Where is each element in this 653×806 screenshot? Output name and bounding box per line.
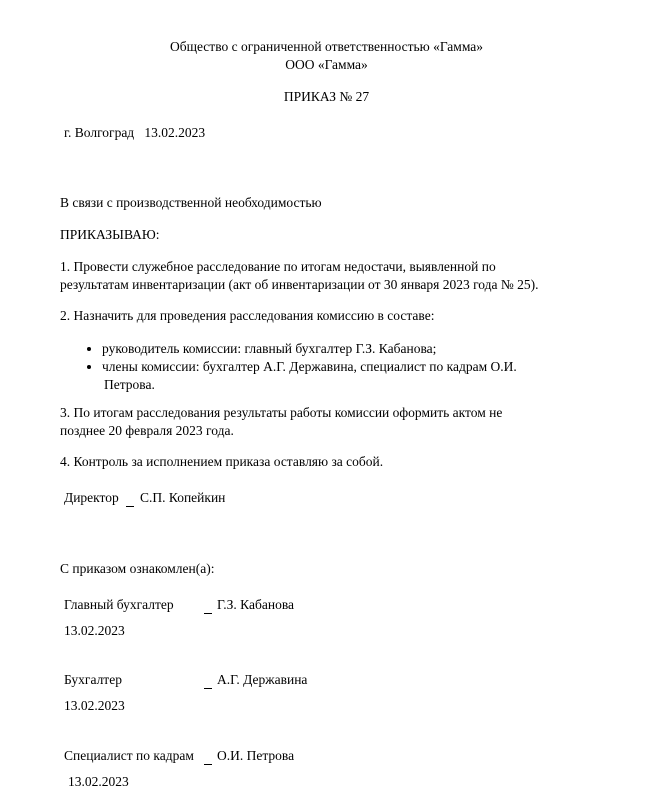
member-2-text: члены комиссии: бухгалтер А.Г. Державина, специалист по кадрам О.И. [102, 359, 517, 374]
director-title: Директор [64, 490, 119, 505]
signature-position: Главный бухгалтер [64, 597, 174, 612]
org-full-name: Общество с ограниченной ответственностью «Гамма» [169, 39, 484, 54]
signature-position: Специалист по кадрам [64, 748, 194, 763]
director-name: С.П. Копейкин [140, 490, 226, 505]
signature-name: А.Г. Державина [217, 672, 308, 687]
order-place-date [64, 124, 205, 142]
org-short-name: ООО «Гамма» [285, 57, 368, 72]
member-1-text: руководитель комиссии: главный бухгалтер Г.З. Кабанова; [102, 341, 437, 356]
item-3-line-2: позднее 20 февраля 2023 года. [60, 423, 234, 438]
signature-line [204, 596, 212, 614]
preamble: В связи с производственной необходимостью [60, 195, 322, 210]
signature-line [204, 671, 212, 689]
item-4: 4. Контроль за исполнением приказа оставляю за собой. [60, 454, 384, 469]
signature-date: 13.02.2023 [64, 623, 125, 638]
order-title: ПРИКАЗ № 27 [283, 89, 370, 104]
signature-line [204, 747, 212, 765]
order-date: 13.02.2023 [144, 125, 206, 140]
signature-date: 13.02.2023 [68, 774, 129, 789]
item-3-line-1: 3. По итогам расследования результаты работы комиссии оформить актом не [60, 405, 503, 420]
item-1-line-2: результатам инвентаризации (акт об инвентаризации от 30 января 2023 года № 25). [60, 277, 539, 292]
signature-name: Г.З. Кабанова [217, 597, 295, 612]
item-2: 2. Назначить для проведения расследования комиссию в составе: [60, 308, 435, 323]
signature-name: О.И. Петрова [217, 748, 295, 763]
signature-position: Бухгалтер [64, 672, 122, 687]
commission-members-list [80, 340, 517, 394]
member-2-text-cont: Петрова. [104, 377, 155, 392]
item-1-line-1: 1. Провести служебное расследование по итогам недостачи, выявленной по [60, 259, 496, 274]
list-item [80, 340, 517, 358]
acquaintance-heading: С приказом ознакомлен(а): [60, 561, 215, 576]
command-word: ПРИКАЗЫВАЮ: [60, 227, 160, 242]
signature-date: 13.02.2023 [64, 698, 125, 713]
order-city: г. Волгоград [64, 125, 135, 140]
director-signature-line [126, 489, 134, 507]
list-item [80, 358, 517, 394]
